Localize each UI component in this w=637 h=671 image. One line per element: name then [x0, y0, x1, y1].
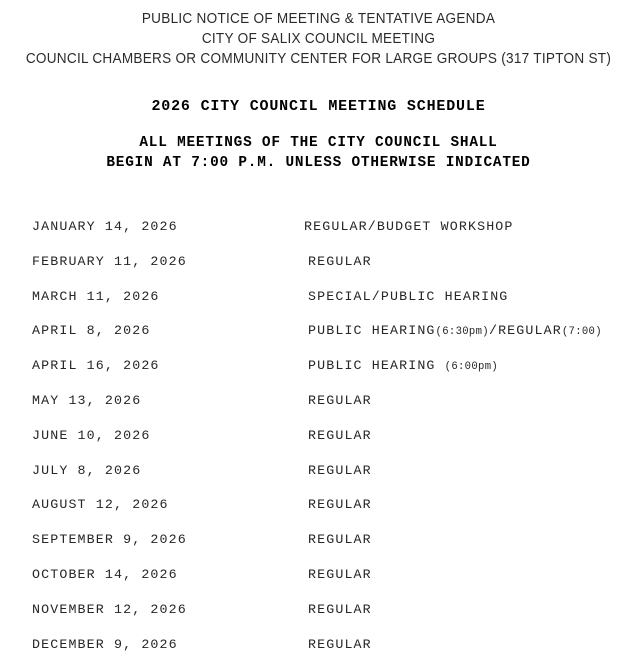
meeting-date: JANUARY 14, 2026	[32, 219, 178, 234]
meeting-schedule-list	[0, 219, 637, 671]
meeting-row	[0, 393, 637, 428]
meeting-row	[0, 497, 637, 532]
meeting-type	[308, 532, 372, 547]
meeting-date: JUNE 10, 2026	[32, 427, 151, 443]
notice-header	[0, 9, 637, 69]
meeting-time-notice	[0, 133, 637, 173]
meeting-date: JULY 8, 2026	[32, 462, 142, 478]
meeting-row	[0, 602, 637, 637]
meeting-row	[0, 567, 637, 602]
meeting-type-label: REGULAR	[308, 427, 372, 443]
meeting-date: MARCH 11, 2026	[32, 288, 160, 304]
schedule-title: 2026 CITY COUNCIL MEETING SCHEDULE	[151, 98, 486, 115]
meeting-date: SEPTEMBER 9, 2026	[32, 532, 187, 548]
meeting-type-label: SPECIAL/PUBLIC HEARING	[308, 288, 509, 304]
meeting-time-note: (6:30pm)	[435, 326, 489, 339]
meeting-type	[308, 323, 602, 338]
notice-line-location: COUNCIL CHAMBERS OR COMMUNITY CENTER FOR LARGE GROUPS (317 TIPTON ST)	[25, 51, 612, 67]
meeting-time-note: (7:00)	[561, 326, 602, 339]
meeting-type	[308, 637, 372, 652]
meeting-row	[0, 289, 637, 324]
meeting-type-label: PUBLIC HEARING	[308, 323, 436, 339]
meeting-date: OCTOBER 14, 2026	[32, 566, 178, 582]
meeting-type-label: REGULAR	[308, 532, 372, 548]
meeting-type	[308, 428, 372, 443]
meeting-type-label-extra: /REGULAR	[488, 323, 562, 339]
meeting-date: AUGUST 12, 2026	[32, 497, 169, 513]
meeting-row	[0, 219, 637, 254]
meeting-row	[0, 323, 637, 358]
notice-line-title: PUBLIC NOTICE OF MEETING & TENTATIVE AGENDA	[141, 11, 496, 27]
meeting-type	[308, 602, 372, 617]
meeting-time-notice-line2: BEGIN AT 7:00 P.M. UNLESS OTHERWISE INDICATED	[106, 155, 531, 171]
meeting-type-label: REGULAR	[308, 392, 372, 408]
meeting-row	[0, 463, 637, 498]
meeting-type	[308, 393, 372, 408]
notice-line-body: CITY OF SALIX COUNCIL MEETING	[201, 31, 436, 47]
meeting-type-label: PUBLIC HEARING	[308, 358, 445, 374]
meeting-type-label: REGULAR/BUDGET WORKSHOP	[304, 219, 514, 234]
meeting-type	[304, 219, 514, 234]
meeting-type-label: REGULAR	[308, 253, 372, 269]
meeting-date: NOVEMBER 12, 2026	[32, 601, 187, 617]
meeting-type	[308, 289, 508, 304]
meeting-type	[308, 497, 372, 512]
meeting-type-label: REGULAR	[308, 601, 372, 617]
meeting-time-note: (6:00pm)	[444, 361, 499, 374]
meeting-row	[0, 254, 637, 289]
meeting-type-label: REGULAR	[308, 566, 372, 582]
meeting-date: APRIL 8, 2026	[32, 323, 151, 339]
meeting-type	[308, 463, 372, 478]
meeting-row	[0, 532, 637, 567]
meeting-type	[308, 254, 372, 269]
meeting-date: FEBRUARY 11, 2026	[32, 253, 187, 269]
meeting-type-label: REGULAR	[308, 462, 372, 478]
meeting-date: DECEMBER 9, 2026	[32, 636, 178, 652]
meeting-date: APRIL 16, 2026	[32, 358, 160, 374]
meeting-type-label: REGULAR	[308, 497, 372, 513]
meeting-time-notice-line1: ALL MEETINGS OF THE CITY COUNCIL SHALL	[139, 135, 498, 151]
meeting-row	[0, 637, 637, 671]
meeting-row	[0, 428, 637, 463]
meeting-date: MAY 13, 2026	[32, 392, 142, 408]
meeting-row	[0, 358, 637, 393]
meeting-type	[308, 358, 498, 373]
meeting-type-label: REGULAR	[308, 636, 372, 652]
meeting-type	[308, 567, 372, 582]
